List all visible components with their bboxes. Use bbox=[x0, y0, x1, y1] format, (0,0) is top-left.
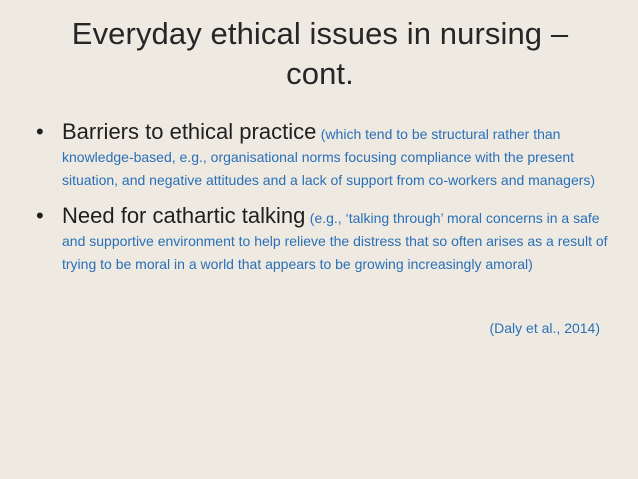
bullet-text bbox=[62, 118, 611, 192]
citation: (Daly et al., 2014) bbox=[489, 320, 600, 336]
bullet-detail: (which tend to be structural rather than knowledge-based, e.g., organisational norms focusing compliance with the present situation, and negative attitudes and a lack of support from co-workers and managers) bbox=[62, 126, 596, 188]
bullet-item-barriers bbox=[36, 118, 611, 192]
bullet-item-cathartic-talking bbox=[36, 202, 611, 276]
bullet-marker: • bbox=[36, 119, 44, 144]
bullet-list bbox=[36, 118, 611, 286]
bullet-text bbox=[62, 202, 611, 276]
bullet-marker: • bbox=[36, 203, 44, 228]
bullet-heading: Barriers to ethical practice bbox=[62, 119, 317, 144]
slide-title: Everyday ethical issues in nursing – cont. bbox=[71, 16, 569, 91]
bullet-detail: (e.g., ‘talking through’ moral concerns in a safe and supportive environment to help relieve the distress that so often arises as a result of trying to be moral in a world that appears to be growing increasingly amoral) bbox=[62, 210, 608, 272]
bullet-heading: Need for cathartic talking bbox=[62, 203, 306, 228]
